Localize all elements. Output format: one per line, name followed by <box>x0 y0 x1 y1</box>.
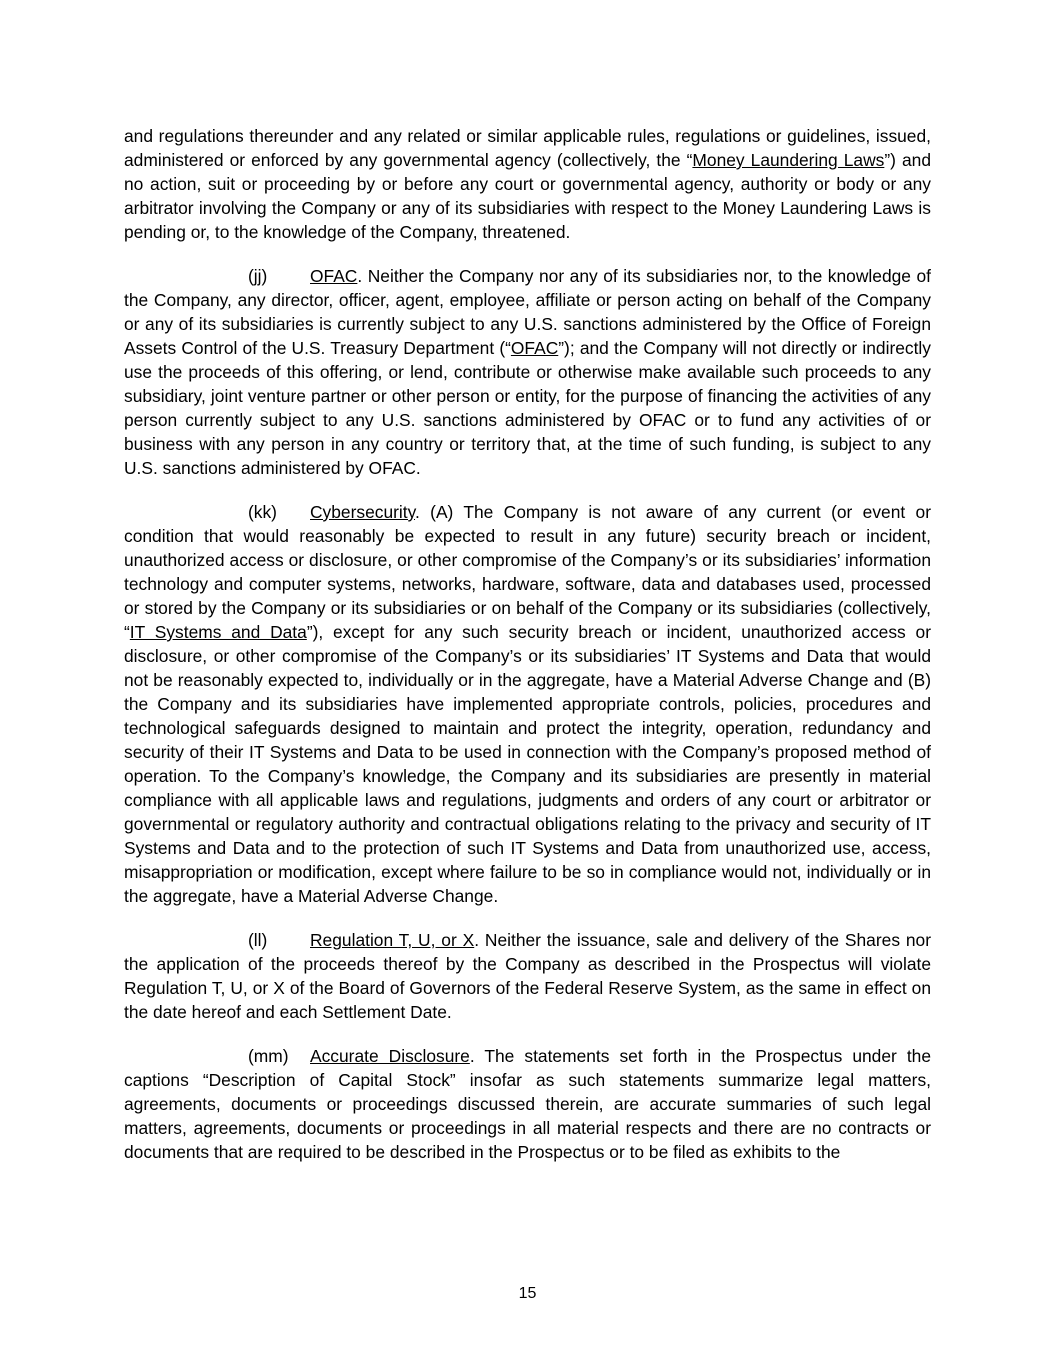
defined-term-money-laundering-laws: Money Laundering Laws <box>692 150 885 170</box>
section-number: (mm) <box>248 1046 289 1066</box>
continuation-text-start: and regulations thereunder and any related or similar applicable rules, regulations or guidelines, issued, administered or enforced by any governmental agency (collectively, the “ <box>124 126 931 170</box>
section-number: (kk) <box>248 502 277 522</box>
section-mm <box>124 1044 931 1164</box>
section-text-start: . (A) The Company is not aware of any current (or event or condition that would reasonably be expected to result in any future) security breach or incident, unauthorized access or disclosure, or other compromise of the Company’s or its subsidiaries’ information technology and computer systems, networks, hardware, software, data and databases used, processed or stored by the Company or its subsidiaries or on behalf of the Company or its subsidiaries (collectively, “ <box>124 502 931 642</box>
section-text-end: ”); and the Company will not directly or indirectly use the proceeds of this offering, or lend, contribute or otherwise make available such proceeds to any subsidiary, joint venture partner or other person or entity, for the purpose of financing the activities of any person currently subject to any U.S. sanctions administered by OFAC or to fund any activities of or business with any person in any country or territory that, at the time of such funding, is subject to any U.S. sanctions administered by OFAC. <box>124 338 931 478</box>
section-ll <box>124 928 931 1024</box>
document-page <box>124 124 931 1184</box>
section-text: . Neither the issuance, sale and delivery of the Shares nor the application of the proceeds thereof by the Company as described in the Prospectus will violate Regulation T, U, or X of the Board of Governors of the Federal Reserve System, as the same in effect on the date hereof and each Settlement Date. <box>124 930 931 1022</box>
section-text-end: ”), except for any such security breach or incident, unauthorized access or disclosure, or other compromise of the Company’s or its subsidiaries’ IT Systems and Data that would not be reasonably expected to, individually or in the aggregate, have a Material Adverse Change and (B) the Company and its subsidiaries have implemented appropriate controls, policies, procedures and technological safeguards designed to maintain and protect the integrity, operation, redundancy and security of their IT Systems and Data to be used in connection with the Company’s proposed method of operation. To the Company’s knowledge, the Company and its subsidiaries are presently in material compliance with all applicable laws and regulations, judgments and orders of any court or arbitrator or governmental or regulatory authority and contractual obligations relating to the privacy and security of IT Systems and Data and to the protection of such IT Systems and Data from unauthorized use, access, misappropriation or modification, except where failure to be so in compliance would not, individually or in the aggregate, have a Material Adverse Change. <box>124 622 932 906</box>
defined-term-it-systems-and-data: IT Systems and Data <box>129 622 307 642</box>
defined-term-ofac: OFAC <box>510 338 559 358</box>
section-heading-ofac: OFAC <box>310 266 358 286</box>
section-heading-regulation: Regulation T, U, or X <box>310 930 475 950</box>
section-kk <box>124 500 931 908</box>
section-heading-accurate-disclosure: Accurate Disclosure <box>310 1046 470 1066</box>
section-text-start: . Neither the Company nor any of its subsidiaries nor, to the knowledge of the Company, any director, officer, agent, employee, affiliate or person acting on behalf of the Company or any of its subsidiaries is currently subject to any U.S. sanctions administered by the Office of Foreign Assets Control of the U.S. Treasury Department (“ <box>124 266 931 358</box>
section-text: . The statements set forth in the Prospectus under the captions “Description of Capital Stock” insofar as such statements summarize legal matters, agreements, documents or proceedings discussed therein, are accurate summaries of such legal matters, agreements, documents or proceedings in all material respects and there are no contracts or documents that are required to be described in the Prospectus or to be filed as exhibits to the <box>124 1046 932 1162</box>
page-number: 15 <box>518 1285 537 1302</box>
section-number: (ll) <box>248 930 268 950</box>
paragraph-continuation <box>124 124 931 244</box>
section-number: (jj) <box>248 266 268 286</box>
continuation-text-end: ”) and no action, suit or proceeding by or before any court or governmental agency, authority or body or any arbitrator involving the Company or any of its subsidiaries with respect to the Money Laundering Laws is pending or, to the knowledge of the Company, threatened. <box>124 150 931 242</box>
section-jj <box>124 264 931 480</box>
section-heading-cybersecurity: Cybersecurity <box>310 502 416 522</box>
